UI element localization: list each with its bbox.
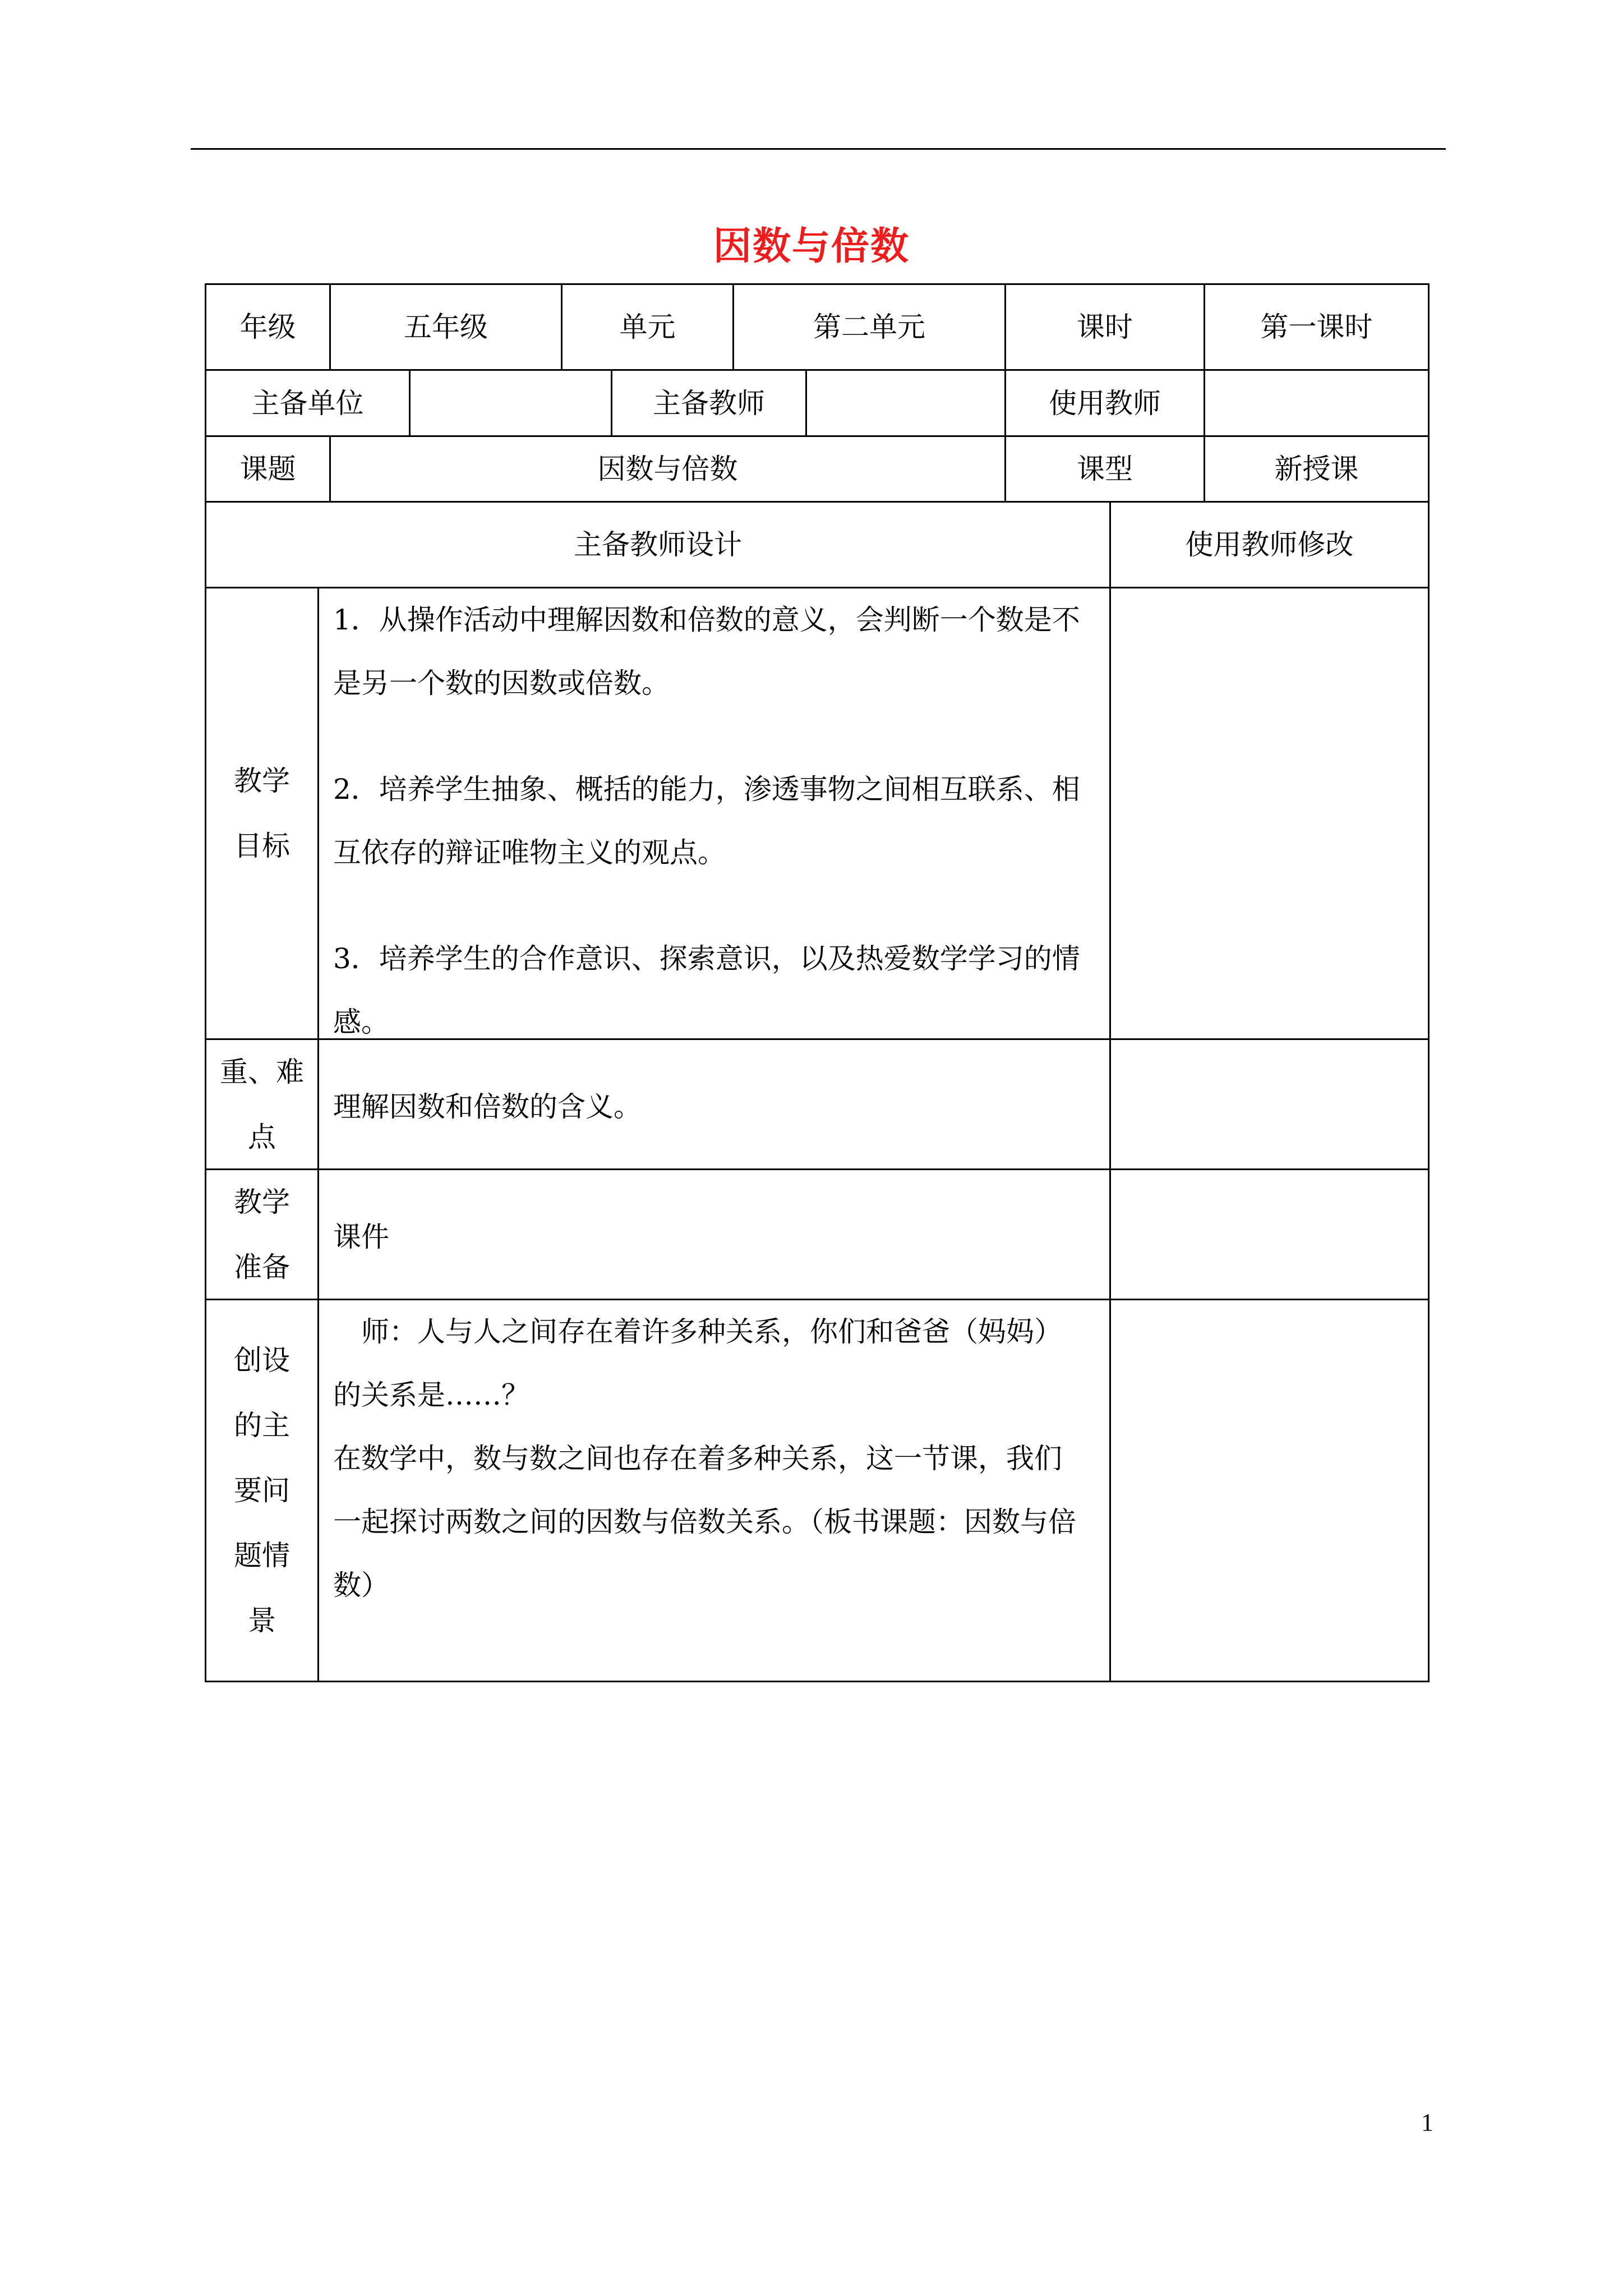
user-teacher-label: 使用教师 [1049,386,1161,420]
preparation-label-line: 教学 [234,1185,290,1218]
goal-item-line: 1．从操作活动中理解因数和倍数的意义，会判断一个数是不 [333,604,1080,636]
scenario-line: 数） [333,1569,389,1602]
goal-item-line: 是另一个数的因数或倍数。 [333,667,670,700]
key-points-label [206,1040,317,1168]
page-number: 1 [1421,2109,1433,2136]
goals-revision-cell[interactable] [1111,588,1428,1038]
lead-teacher-value[interactable] [807,371,1004,435]
lead-unit-label: 主备单位 [251,386,364,420]
grade-value: 五年级 [404,311,488,343]
page-title: 因数与倍数 [713,224,910,269]
goals-label-line: 教学 [234,765,290,797]
preparation-label [206,1170,317,1299]
revision-column-header: 使用教师修改 [1185,528,1354,561]
scenario-label-line: 的主 [234,1409,290,1442]
scenario-line: 师：人与人之间存在着许多种关系，你们和爸爸（妈妈） [361,1315,1062,1348]
goal-item-line: 3．培养学生的合作意识、探索意识，以及热爱数学学习的情 [333,942,1080,975]
scenario-line: 一起探讨两数之间的因数与倍数关系。（板书课题：因数与倍 [333,1506,1076,1538]
goals-content [333,588,1107,1054]
scenario-line: 在数学中，数与数之间也存在着多种关系，这一节课，我们 [333,1442,1062,1475]
goal-item-line: 感。 [333,1006,389,1038]
user-teacher-value[interactable] [1205,371,1428,435]
scenario-revision-cell[interactable] [1111,1300,1428,1681]
goal-item-line: 2．培养学生抽象、概括的能力，渗透事物之间相互联系、相 [333,773,1080,806]
key-points-label-line: 点 [248,1120,276,1153]
header-rule [191,148,1446,150]
scenario-label-line: 创设 [234,1344,290,1377]
scenario-line: 的关系是……？ [333,1379,529,1411]
lesson-plan-table [205,283,1430,1682]
key-points-revision-cell[interactable] [1111,1040,1428,1168]
preparation-label-line: 准备 [234,1250,290,1283]
goals-label [206,588,317,1038]
design-column-header: 主备教师设计 [574,528,742,561]
lesson-type-label: 课型 [1077,453,1133,485]
period-value: 第一课时 [1260,311,1373,343]
unit-value: 第二单元 [813,311,925,343]
preparation-content: 课件 [333,1220,389,1253]
lesson-type-value: 新授课 [1274,453,1359,485]
scenario-content [333,1300,1107,1617]
preparation-revision-cell[interactable] [1111,1170,1428,1299]
key-points-label-line: 重、难 [220,1055,304,1088]
period-label: 课时 [1077,311,1133,343]
key-points-content: 理解因数和倍数的含义。 [333,1090,642,1123]
col-divider [317,587,319,1681]
topic-label: 课题 [239,453,296,485]
grade-label: 年级 [239,311,296,343]
topic-value: 因数与倍数 [597,453,738,485]
scenario-label-line: 景 [248,1604,276,1637]
goal-item-line: 互依存的辩证唯物主义的观点。 [333,836,726,869]
lead-unit-value[interactable] [411,371,611,435]
unit-label: 单元 [619,311,676,343]
lead-teacher-label: 主备教师 [653,386,765,420]
goals-label-line: 目标 [234,830,290,862]
scenario-label-line: 要问 [234,1474,290,1507]
scenario-label-line: 题情 [234,1539,290,1572]
scenario-label [206,1300,317,1681]
